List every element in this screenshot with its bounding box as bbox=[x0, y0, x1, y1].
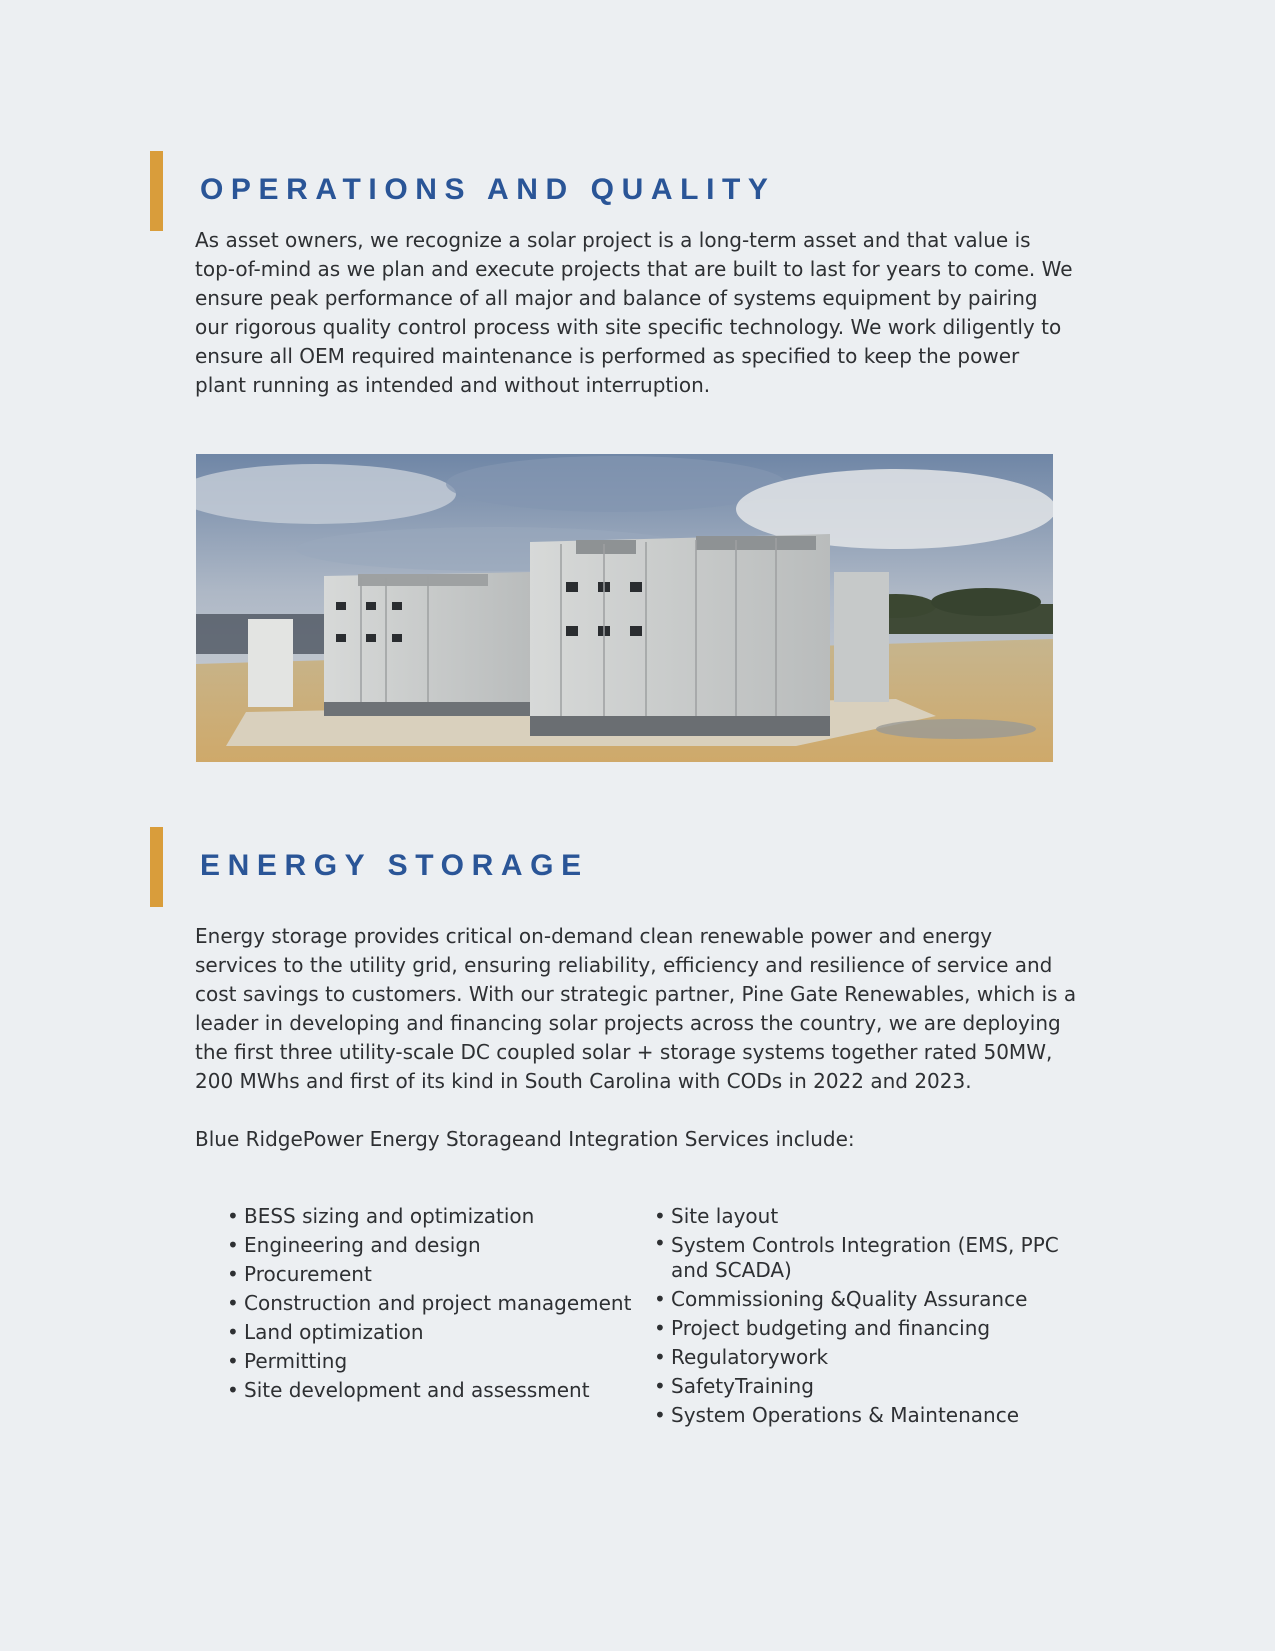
list-item: • SafetyTraining bbox=[654, 1372, 1064, 1401]
list-item: • Procurement bbox=[227, 1260, 637, 1289]
energy-storage-heading: ENERGY STORAGE bbox=[200, 849, 589, 882]
services-list-left bbox=[227, 1202, 637, 1405]
list-item: • Commissioning &Quality Assurance bbox=[654, 1285, 1064, 1314]
list-item: • Construction and project management bbox=[227, 1289, 637, 1318]
services-list-right bbox=[654, 1202, 1064, 1430]
list-item: • Land optimization bbox=[227, 1318, 637, 1347]
list-item: • Engineering and design bbox=[227, 1231, 637, 1260]
list-item: • Site layout bbox=[654, 1202, 1064, 1231]
energy-storage-paragraph: Energy storage provides critical on-demand clean renewable power and energy services to the utility grid, ensuring reliability, efficiency and resilience of service and cost savings to customers. With our strategic partner, Pine Gate Renewables, which is a leader in developing and financing solar projects across the country, we are deploying the first three utility-scale DC coupled solar + storage systems together rated 50MW, 200 MWhs and first of its kind in South Carolina with CODs in 2022 and 2023. bbox=[195, 924, 1077, 1093]
services-intro: Blue RidgePower Energy Storageand Integration Services include: bbox=[195, 1127, 855, 1151]
energy-storage-equipment-photo bbox=[196, 454, 1053, 762]
operations-heading: OPERATIONS AND QUALITY bbox=[200, 173, 776, 206]
list-item: • System Operations & Maintenance bbox=[654, 1401, 1064, 1430]
operations-paragraph: As asset owners, we recognize a solar project is a long-term asset and that value is top-of-mind as we plan and execute projects that are built to last for years to come. We ensure peak performance of all major and balance of systems equipment by pairing our rigorous quality control process with site specific technology. We work diligently to ensure all OEM required maintenance is performed as specified to keep the power plant running as intended and without interruption. bbox=[195, 228, 1073, 397]
list-item: • System Controls Integration (EMS, PPC and SCADA) bbox=[654, 1231, 1064, 1285]
list-item: • BESS sizing and optimization bbox=[227, 1202, 637, 1231]
list-item: • Regulatorywork bbox=[654, 1343, 1064, 1372]
list-item: • Project budgeting and financing bbox=[654, 1314, 1064, 1343]
list-item: • Site development and assessment bbox=[227, 1376, 637, 1405]
section-accent-bar bbox=[150, 827, 163, 907]
section-accent-bar bbox=[150, 151, 163, 231]
list-item: • Permitting bbox=[227, 1347, 637, 1376]
